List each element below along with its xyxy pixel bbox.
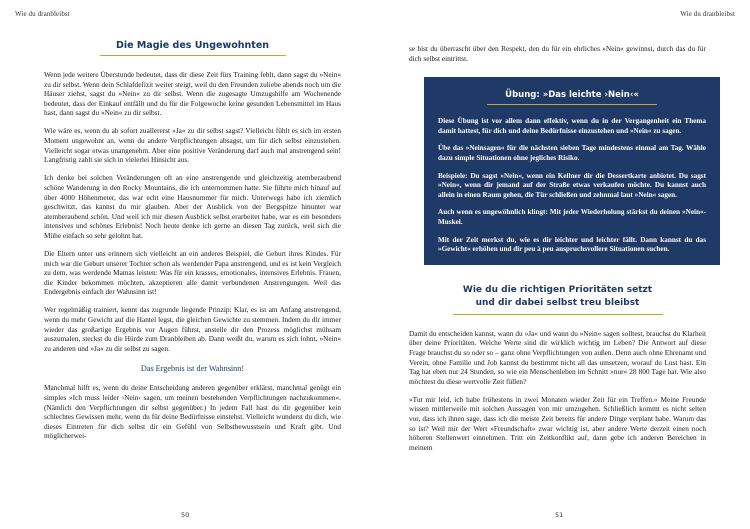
body-paragraph: Damit du entscheiden kannst, wann du »Ja« und wann du »Nein« sagen solltest, brauchst du Klarheit über deine Prioritäten. Welche Werte sind dir wirklich wichtig im Leben? Die Antwort auf diese Frage brauchst du so oder so – ganz ohne Verpflichtungen von außen. Denn auch ohne Ehrenamt und Verein, ohne Familie und Job kannst du bestimmt nicht all das umsetzen, worauf du Lust hast. Ein Tag hat eben nur 24 Stunden, so wie ein Menschenleben im Schnitt »nur« 28 800 Tage hat. Wie also möchtest du diese wertvolle Zeit füllen? (409, 328, 706, 386)
body-paragraph: Wenn jede weitere Überstunde bedeutet, dass dir diese Zeit fürs Training fehlt, dann sagst du »Nein« zu dir selbst. Wenn dein Schlafdefizit weiter steigt, weil du den Freunden zuliebe abends noch um die Häuser ziehst, sagst du »Nein« zu dir selbst. Wenn die zugesagte Umzugshilfe am Wochenende bedeutet, dass der Einkauf entfällt und du für die Folgewoche keine gesunden Lebensmittel im Haus hast, dann sagst du »Nein« zu dir selbst. (44, 70, 341, 118)
left-page-body (44, 40, 341, 450)
subheading: Das Ergebnis ist der Wahnsinn! (140, 364, 245, 374)
body-paragraph: se bist du überrascht über den Respekt, den du für ein ehrliches »Nein« gewinnst, durch das du für dich selbst eintrittst. (409, 44, 706, 63)
body-paragraph: Ich denke bei solchen Veränderungen oft an eine anstrengende und gleichzeitig atemberaubend schöne Wanderung in den Rocky Mountains, die ich unternommen hatte. Sie führte mich hinauf auf über 4000 Höhenmeter, das war echt eine Hausnummer für mich. Unterwegs habe ich ziemlich geschwitzt, das kannst du mir glauben. Aber der Ausblick von der Bergspitze hinunter war atemberaubend schön. Und weil ich mir diesen Ausblick selbst erarbeitet habe, war es ein besonders intensives und schönes Erlebnis! Noch heute denke ich gerne an diesen Tag zurück, weil sich die Mühe einfach so sehr gelohnt hat. (44, 173, 341, 240)
exercise-paragraph: Beispiele: Du sagst »Nein«, wenn ein Kellner dir die Dessertkarte anbietet. Du sagst »Nein«, wenn dir jemand auf der Straße etwas verkaufen möchte. Du kannst auch allein in einen Raum gehen, die Tür schließen und zehnmal laut »Nein« sagen. (438, 171, 706, 199)
right-page-body (409, 44, 706, 461)
exercise-title: Übung: »Das leichte ›Nein‹« (487, 90, 657, 105)
running-head: Wie du dranbleibst (680, 10, 735, 18)
right-page (375, 0, 750, 529)
body-paragraph: Manchmal hilft es, wenn du deine Entscheidung anderen gegenüber erklärst, manchmal genügt ein simples »Ich muss leider ›Nein‹ sagen, um meinen bestehenden Verpflichtungen nachzukommen«. (Nämlich den Verpflichtungen dir selbst gegenüber.) In jedem Fall hast du dir gegenüber kein schlechtes Gewissen mehr, wenn du für deine Bedürfnisse einstehst. Vielleicht wunderst du dich, wie dieses Eintreten für dich selbst dir ein Gefühl von Selbstbewusstsein und Kraft gibt. Und möglicherwei- (44, 383, 341, 441)
exercise-paragraph: Mit der Zeit merkst du, wie es dir leichter und leichter fällt. Dann kannst du das »Gewicht« erhöhen und dir peu à peu anspruchsvollere Situationen suchen. (438, 235, 706, 254)
page-number: 51 (555, 511, 564, 519)
body-paragraph: Wie wäre es, wenn du ab sofort zuallererst »Ja« zu dir selbst sagst? Vielleicht fühlt es sich im ersten Moment ungewohnt an, wenn du andere Verpflichtungen absagst, um für dich selbst einzustehen. Vielleicht sogar etwas unangenehm. Aber eine positive Veränderung darf auch mal anstrengend sein! Langfristig zahlt sie sich in vielerlei Hinsicht aus. (44, 126, 341, 165)
body-paragraph: Wer regelmäßig trainiert, kennt das zugrunde liegende Prinzip: Klar, es ist am Anfang anstrengend, wenn du mehr Gewicht auf die Hantel legst, die gleichen Gewichte zu stemmen. Indem du dir immer wieder das großartige Ergebnis vor Augen führst, anstelle dir den Prozess möglichst mühsam auszumalen, steckst du die Hürde zum Dranbleiben ab. Dann weißt du, warum es sich lohnt, »Nein« zu anderen und »Ja« zu dir selbst zu sagen. (44, 305, 341, 353)
section-title: Die Magie des Ungewohnten (100, 40, 286, 56)
section-heading-line: und dir dabei selbst treu bleibst (475, 297, 640, 308)
exercise-box (424, 77, 720, 265)
body-paragraph: »Tut mir leid, ich habe frühestens in zwei Monaten wieder Zeit für ein Treffen.« Meine Freunde wissen mittlerweile mit solchen Aussagen von mir umzugehen. Schließlich kommt es nicht selten vor, dass ich ihnen sage, dass ich die meiste Zeit bereits für andere Dinge verplant habe. Warum das so ist? Weil mir der Wert »Freundschaft« zwar wichtig ist, aber andere Werte derzeit einen noch höheren Stellenwert einnehmen. Tritt ein Zeitkonflikt auf, dann gebe ich anderen Bereichen in meinem (409, 394, 706, 452)
page-number: 50 (181, 511, 190, 519)
section-heading (453, 284, 663, 315)
running-head: Wie du dranbleibst (15, 10, 70, 18)
exercise-paragraph: Diese Übung ist vor allem dann effektiv, wenn du in der Vergangenheit ein Thema damit hattest, für dich und deine Bedürfnisse einzustehen und »Nein« zu sagen. (438, 117, 706, 135)
exercise-paragraph: Übe das »Neinsagen« für die nächsten sieben Tage mindestens einmal am Tag. Wähle dazu simple Situationen ohne jegliches Risiko. (438, 144, 706, 162)
section-heading-line: Wie du die richtigen Prioritäten setzt (462, 284, 653, 295)
body-paragraph: Die Eltern unter uns erinnern sich vielleicht an ein anderes Beispiel, die Geburt ihres Kindes. Für mich war die Geburt unserer Tochter schon als werdender Papa anstrengend, und es ist kein Vergleich zu dem, was werdende Mamas leisten: Was für ein krasses, emotionales, intensives Erlebnis. Frauen, die Kinder bekommen möchten, akzeptieren alle damit verbundenen Anstrengungen. Weil das Endergebnis einfach der Wahnsinn ist! (44, 249, 341, 297)
exercise-paragraph: Auch wenn es ungewöhnlich klingt: Mit jeder Wiederholung stärkst du deinen »Nein«-Muskel. (438, 208, 706, 226)
